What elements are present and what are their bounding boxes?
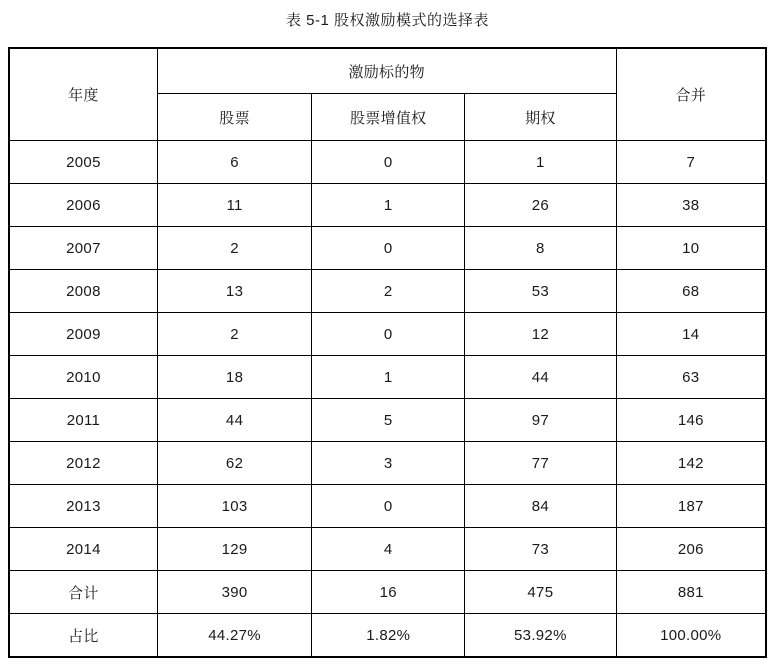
cell-value: 53.92% [465,614,616,658]
cell-value: 3 [312,442,465,485]
col-header-option: 期权 [465,94,616,141]
cell-value: 5 [312,399,465,442]
cell-value: 206 [616,528,766,571]
row-label: 2005 [9,141,157,184]
table-row [9,614,766,658]
cell-value: 187 [616,485,766,528]
row-label: 合计 [9,571,157,614]
table-row [9,485,766,528]
cell-value: 84 [465,485,616,528]
cell-value: 2 [312,270,465,313]
cell-value: 14 [616,313,766,356]
cell-value: 100.00% [616,614,766,658]
cell-value: 0 [312,485,465,528]
table-row [9,571,766,614]
cell-value: 77 [465,442,616,485]
cell-value: 38 [616,184,766,227]
cell-value: 4 [312,528,465,571]
table-row [9,141,766,184]
cell-value: 103 [157,485,311,528]
cell-value: 53 [465,270,616,313]
cell-value: 16 [312,571,465,614]
row-label: 2012 [9,442,157,485]
cell-value: 73 [465,528,616,571]
cell-value: 44.27% [157,614,311,658]
cell-value: 0 [312,313,465,356]
cell-value: 8 [465,227,616,270]
cell-value: 2 [157,313,311,356]
cell-value: 97 [465,399,616,442]
cell-value: 13 [157,270,311,313]
cell-value: 7 [616,141,766,184]
cell-value: 0 [312,141,465,184]
cell-value: 10 [616,227,766,270]
cell-value: 2 [157,227,311,270]
cell-value: 881 [616,571,766,614]
row-label: 2009 [9,313,157,356]
cell-value: 1.82% [312,614,465,658]
cell-value: 6 [157,141,311,184]
table-body [9,141,766,658]
cell-value: 12 [465,313,616,356]
cell-value: 68 [616,270,766,313]
cell-value: 1 [312,184,465,227]
cell-value: 62 [157,442,311,485]
table-row [9,184,766,227]
row-label: 2013 [9,485,157,528]
col-header-year: 年度 [9,48,157,141]
table-row [9,399,766,442]
col-header-stock-appreciation-right: 股票增值权 [312,94,465,141]
cell-value: 146 [616,399,766,442]
cell-value: 1 [465,141,616,184]
row-label: 2011 [9,399,157,442]
row-label: 2008 [9,270,157,313]
cell-value: 44 [465,356,616,399]
cell-value: 1 [312,356,465,399]
table-row [9,227,766,270]
cell-value: 11 [157,184,311,227]
row-label: 2007 [9,227,157,270]
row-label: 2014 [9,528,157,571]
table-caption: 表 5-1 股权激励模式的选择表 [285,12,490,29]
col-header-incentive-group: 激励标的物 [157,48,616,94]
cell-value: 475 [465,571,616,614]
cell-value: 129 [157,528,311,571]
incentive-mode-table [8,47,767,658]
cell-value: 63 [616,356,766,399]
row-label: 占比 [9,614,157,658]
col-header-combined: 合并 [616,48,766,141]
cell-value: 142 [616,442,766,485]
cell-value: 18 [157,356,311,399]
table-header-row-1 [9,48,766,94]
table-row [9,356,766,399]
row-label: 2006 [9,184,157,227]
table-row [9,270,766,313]
cell-value: 26 [465,184,616,227]
cell-value: 390 [157,571,311,614]
col-header-stock: 股票 [157,94,311,141]
row-label: 2010 [9,356,157,399]
table-row [9,313,766,356]
cell-value: 0 [312,227,465,270]
table-row [9,528,766,571]
cell-value: 44 [157,399,311,442]
table-row [9,442,766,485]
